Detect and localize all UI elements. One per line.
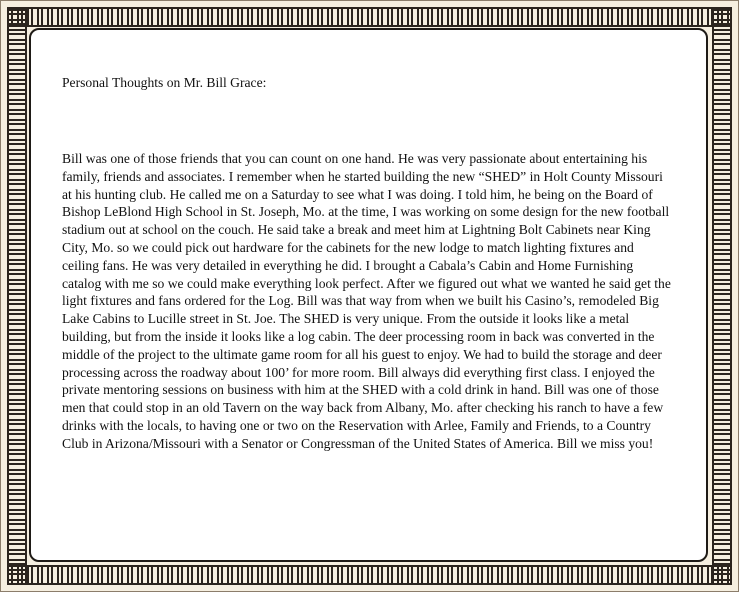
document-title: Personal Thoughts on Mr. Bill Grace: (62, 75, 267, 90)
greek-key-border-top (7, 7, 732, 27)
document-body: Bill was one of those friends that you can count on one hand. He was very passionate about entertaining his family, friends and associates. I remember when he started building the new “SHED” in Holt County Missouri at his hunting club. He called me on a Saturday to see what I was doing. I told him, he being on the Board of Bishop LeBlond High School in St. Joseph, Mo. at the time, I was working on some design for the new football stadium out at school on the couch. He said take a break and meet him at Lightning Bolt Cabinets near King City, Mo. so we could pick out hardware for the cabinets for the new lodge to match lighting fixtures and ceiling fans. He was very detailed in everything he did. I brought a Cabala’s Cabin and Home Furnishing catalog with me so we could make everything look perfect. After we figured out what we wanted he said get the light fixtures and fans ordered for the Log. Bill was that way from when we built his Casino’s, remodeled Big Lake Cabins to Lucille street in St. Joe. The SHED is very unique. From the outside it looks like a metal building, but from the inside it looks like a log cabin. The deer processing room in back was converted in the middle of the project to the ultimate game room for all his guest to enjoy. We had to build the storage and deer processing across the roadway about 100’ for more room. Bill always did everything first class. I enjoyed the private mentoring sessions on business with him at the SHED with a cold drink in hand. Bill was one of those men that could stop in an old Tavern on the way back from Albany, Mo. after checking his ranch to have a few drinks with the locals, to having one or two on the Reservation with Arlee, Family and Friends, to a Country Club in Arizona/Missouri with a Senator or Congressman of the United States of America. Bill we miss you! (62, 151, 671, 451)
greek-key-border-right (712, 7, 732, 585)
greek-key-border-left (7, 7, 27, 585)
greek-key-border-bottom (7, 565, 732, 585)
